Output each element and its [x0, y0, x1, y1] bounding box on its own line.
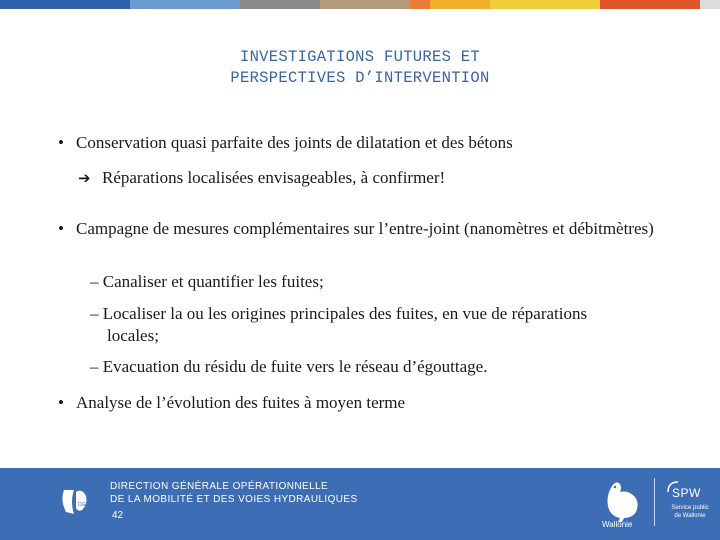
arrow-point: [78, 168, 445, 188]
sub-item-3: – Evacuation du résidu de fuite vers le réseau d’égouttage.: [90, 357, 488, 376]
bullet-2: [58, 218, 670, 239]
arrow-point-text: Réparations localisées envisageables, à confirmer!: [102, 168, 446, 187]
title-line-1: INVESTIGATIONS FUTURES ET: [239, 48, 481, 66]
top-color-bar: [0, 0, 720, 9]
topbar-segment: [490, 0, 600, 9]
dgo-logo-icon: [58, 482, 94, 518]
bullet-dot: •: [58, 219, 64, 238]
topbar-segment: [430, 0, 490, 9]
topbar-segment: [130, 0, 240, 9]
bullet-dot: •: [58, 133, 64, 152]
title-line-2: PERSPECTIVES D’INTERVENTION: [230, 69, 490, 87]
bullet-1-text: Conservation quasi parfaite des joints de dilatation et des bétons: [76, 133, 513, 152]
page-number: 42: [112, 510, 124, 521]
wallonie-label: Wallonie: [602, 520, 633, 529]
slide-title: [120, 47, 600, 89]
directorate-line-2: DE LA MOBILITÉ ET DES VOIES HYDRAULIQUES: [110, 494, 358, 505]
arrow-right-icon: ➔: [78, 169, 91, 187]
bullet-dot: •: [58, 393, 64, 412]
sub-item-1: – Canaliser et quantifier les fuites;: [90, 272, 324, 291]
footer-bar: [0, 468, 720, 540]
topbar-segment: [700, 0, 720, 9]
spw-label: SPW: [672, 486, 701, 500]
bullet-2-text: Campagne de mesures complémentaires sur l’entre-joint (nanomètres et débitmètres): [76, 219, 654, 238]
topbar-segment: [0, 0, 130, 9]
topbar-segment: [600, 0, 700, 9]
spw-subtitle: Service public de Wallonie: [671, 505, 709, 519]
directorate-name: [110, 480, 358, 506]
topbar-segment: [240, 0, 320, 9]
logo-separator: [654, 478, 655, 526]
topbar-segment: [410, 0, 430, 9]
directorate-line-1: DIRECTION GÉNÉRALE OPÉRATIONNELLE: [110, 481, 329, 492]
bullet-3-text: Analyse de l’évolution des fuites à moyen terme: [76, 393, 406, 412]
topbar-segment: [320, 0, 410, 9]
sub-item-2: – Localiser la ou les origines principales des fuites, en vue de réparations locales;: [90, 304, 588, 345]
svg-text:DGO2: DGO2: [78, 502, 93, 508]
